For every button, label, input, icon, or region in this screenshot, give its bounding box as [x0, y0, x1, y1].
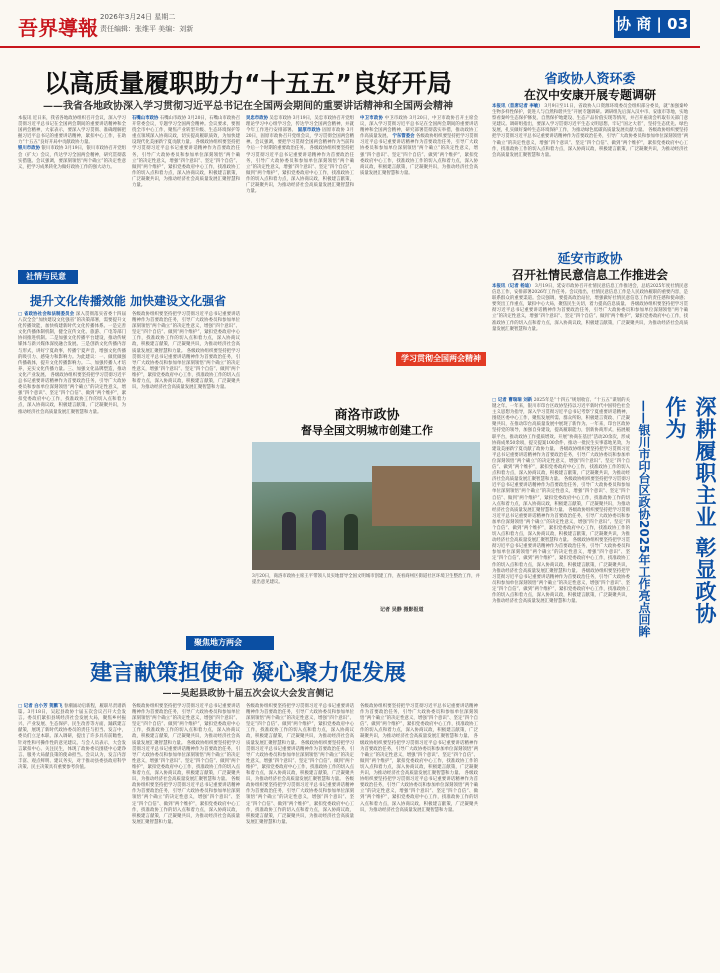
left-mid-body-col2: 各级政协组织要坚持把学习贯彻习近平总书记重要讲话精神作为首要政治任务，引导广大政协委员和参加单位深刻领悟“两个确立”的决定性意义，增强“四个意识”、坚定“四个自信”、做到“两个维护”，紧扣党委政府中心工作，找准政协工作的切入点和着力点，深入协商议政，积极建言献策，广泛凝聚共识，为推动经济社会高质量发展汇聚智慧和力量。 各级政协组织要坚持把学习贯彻习近平总书记重要讲话精神作为首要政治任务，引导广大政协委员和参加单位深刻领悟“两个确立”的决定性意义，增强“四个意识”、坚定“四个自信”、做到“两个维护”，紧扣党委政府中心工作，找准政协工作的切入点和着力点，深入协商议政，积极建言献策，广泛凝聚共识，为推动经济社会高质量发展汇聚智慧和力量。 [132, 312, 240, 391]
headline-subtitle: ——我省各地政协深入学习贯彻习近平总书记在全国两会期间的重要讲话精神和全国两会精神 [43, 101, 453, 112]
editor-line: 责任编辑：张维平 美编：刘新 [100, 25, 194, 33]
page-header [0, 0, 700, 48]
bottom-col3: 各级政协组织要坚持把学习贯彻习近平总书记重要讲话精神作为首要政治任务，引导广大政协委员和参加单位深刻领悟“两个确立”的决定性意义，增强“四个意识”、坚定“四个自信”、做到“两个维护”，紧扣党委政府中心工作，找准政协工作的切入点和着力点，深入协商议政，积极建言献策，广泛凝聚共识，为推动经济社会高质量发展汇聚智慧和力量。 各级政协组织要坚持把学习贯彻习近平总书记重要讲话精神作为首要政治任务，引导广大政协委员和参加单位深刻领悟“两个确立”的决定性意义，增强“四个意识”、坚定“四个自信”、做到“两个维护”，紧扣党委政府中心工作，找准政协工作的切入点和着力点，深入协商议政，积极建言献策，广泛凝聚共识，为推动经济社会高质量发展汇聚智慧和力量。 各级政协组织要坚持把学习贯彻习近平总书记重要讲话精神作为首要政治任务，引导广大政协委员和参加单位深刻领悟“两个确立”的决定性意义，增强“四个意识”、坚定“四个自信”、做到“两个维护”，紧扣党委政府中心工作，找准政协工作的切入点和着力点，深入协商议政，积极建言献策，广泛凝聚共识，为推动经济社会高质量发展汇聚智慧和力量。 [246, 704, 354, 825]
headline: 以高质量履职助力“十五五”良好开局 [44, 69, 452, 98]
bottom-col4: 各级政协组织要坚持把学习贯彻习近平总书记重要讲话精神作为首要政治任务，引导广大政协委员和参加单位深刻领悟“两个确立”的决定性意义，增强“四个意识”、坚定“四个自信”、做到“两个维护”，紧扣党委政府中心工作，找准政协工作的切入点和着力点，深入协商议政，积极建言献策，广泛凝聚共识，为推动经济社会高质量发展汇聚智慧和力量。 各级政协组织要坚持把学习贯彻习近平总书记重要讲话精神作为首要政治任务，引导广大政协委员和参加单位深刻领悟“两个确立”的决定性意义，增强“四个意识”、坚定“四个自信”、做到“两个维护”，紧扣党委政府中心工作，找准政协工作的切入点和着力点，深入协商议政，积极建言献策，广泛凝聚共识，为推动经济社会高质量发展汇聚智慧和力量。 各级政协组织要坚持把学习贯彻习近平总书记重要讲话精神作为首要政治任务，引导广大政协委员和参加单位深刻领悟“两个确立”的决定性意义，增强“四个意识”、坚定“四个自信”、做到“两个维护”，紧扣党委政府中心工作，找准政协工作的切入点和着力点，深入协商议政，积极建言献策，广泛凝聚共识，为推动经济社会高质量发展汇聚智慧和力量。 [360, 704, 478, 813]
right-mid-title1: 延安市政协 [557, 252, 623, 267]
issue-date: 2026年3月24日 星期二 [100, 13, 176, 21]
bottom-headline: 建言献策担使命 凝心聚力促发展 [90, 661, 406, 686]
news-photo [252, 442, 480, 570]
vertical-subtitle: ——银川市印台区政协2025年工作亮点回眸 [637, 400, 651, 638]
photo-building [372, 466, 472, 526]
photo-title1: 商洛市政协 [334, 408, 400, 423]
left-mid-body-col1: □ 省政协社会和法制委员会 深入贯彻落实省委十四届八次全会“加快建设文化强省”的决策部署，需要提升文化传播效能，加快构建新时代文化传播体系。一是完善文化传播体制机制，健全宣传文化、旅游、广电等部门协同推进机制。二是加强文化传播平台建设，推动传统媒体与新兴媒体深度融合发展。三是创新文化传播内容与形式，讲好宁夏故事，传播宁夏声音，增强文化传播的吸引力、感染力和影响力。为此建议：一、做优做强传播载体，提升文化传播影响力。二、加强传播人才培养，充实文化传播力量。三、加强文化品牌塑造，推动文化产业发展。 各级政协组织要坚持把学习贯彻习近平总书记重要讲话精神作为首要政治任务，引导广大政协委员和参加单位深刻领悟“两个确立”的决定性意义，增强“四个意识”、坚定“四个自信”、做到“两个维护”，紧扣党委政府中心工作，找准政协工作的切入点和着力点，深入协商议政，积极建言献策，广泛凝聚共识，为推动经济社会高质量发展汇聚智慧和力量。 [18, 312, 126, 415]
right-mid-body: 本报讯（记者 杨迪） 3月19日，延安市政协召开社情民意信息工作推进会，总结2025年度社情民意信息工作，安排部署2026年工作任务。会议指出，社情民意信息工作是人民政协履职的重要内容，是联系群众的重要渠道。会议强调，要提高政治站位，增强做好社情民意信息工作的责任感和使命感；要突出工作重点，紧扣中心大局，聚焦民生关切，着力提高信息质量。 各级政协组织要坚持把学习贯彻习近平总书记重要讲话精神作为首要政治任务，引导广大政协委员和参加单位深刻领悟“两个确立”的决定性意义，增强“四个意识”、坚定“四个自信”、做到“两个维护”，紧扣党委政府中心工作，找准政协工作的切入点和着力点，深入协商议政，积极建言献策，广泛凝聚共识，为推动经济社会高质量发展汇聚智慧和力量。 [492, 284, 688, 332]
right-top-title2: 在汉中安康开展专题调研 [523, 88, 656, 102]
main-article-col4: 中卫市政协 中卫市政协 3月20日，中卫市政协召开主席会议，深入学习贯彻习近平总书记在全国两会期间的重要讲话精神和全国两会精神，研究部署贯彻落实举措，推动政协工作高质量发展。 宁东管委会 各级政协组织要坚持把学习贯彻习近平总书记重要讲话精神作为首要政治任务，引导广大政协委员和参加单位深刻领悟“两个确立”的决定性意义，增强“四个意识”、坚定“四个自信”、做到“两个维护”，紧扣党委政府中心工作，找准政协工作的切入点和着力点，深入协商议政，积极建言献策，广泛凝聚共识，为推动经济社会高质量发展汇聚智慧和力量。 [360, 116, 478, 176]
bottom-col1: □ 记者 白小芳 贺鹏飞 春潮涌动启新程，履职尽责谱新篇。3月18日，吴起县政协十届五次会议召开大会发言。委员们紧扣县域经济社会发展大局，聚焦乡村振兴、产业发展、生态保护、民生改善等方面，踊跃建言献策，展现了新时代政协委员的责任与担当。发言中，委员们立足本职、深入调研，提出了许多具有前瞻性、针对性和可操作性的意见建议。与会人员表示，大会发言紧扣中心、关注民生，体现了政协委员围绕中心建诤言、服务大局献良策的使命担当。会议认为，发言内容丰富、观点鲜明、建议务实，对于推动县委县政府科学决策、民主决策具有重要参考价值。 [18, 704, 126, 770]
column-tag: 社情与民意 [18, 270, 78, 284]
photo-person [282, 512, 296, 552]
photo-ground [252, 550, 480, 570]
newspaper-logo: 吾界導報 [18, 16, 98, 40]
right-top-title1: 省政协人资环委 [544, 72, 636, 87]
main-article-col1: 本报讯 近日来，我省各地政协组织召开会议，深入学习贯彻习近平总书记在全国两会期间的重要讲话精神和全国两会精神，大家表示，要深入学习贯彻、准确理解把握习近平总书记的重要讲话精神，紧扣中心工作，在助力“十五五”良好开局中贡献政协力量。 银川市政协 银川市政协 3月19日，银川市政协召开党组会（扩大）会议，传达学习全国两会精神，研究贯彻落实措施。会议强调，要深刻领悟“两个确立”的决定性意义，把学习成果转化为做好政协工作的强大动力。 [18, 116, 126, 170]
photo-person [344, 514, 358, 552]
bottom-tag: 聚焦地方两会 [186, 636, 274, 650]
vertical-title: 深耕履职主业 彰显政协作为 [663, 396, 717, 625]
right-bottom-body: □ 记者 曹瑞瑞 刘新 2025年是“十四五”规划收官、“十五五”谋划的关键之年。一年来，银川市印台区政协坚持以习近平新时代中国特色社会主义思想为指导，深入学习贯彻习近平总书记考察宁夏重要讲话精神，围绕区委中心工作，聚焦发展所需、群众所盼，积极建言资政、广泛凝聚共识，在推动印台高质量发展中展现了新作为。一年来，印台区政协坚持党的领导，加强自身建设，提高履职能力，创新协商形式，拓展履职平台，推动政协工作提质增效。开展“协商在基层”活动20余次，形成协商成果50余项，提交提案100余件，推动一批民生实事落地见效，为建设美丽新宁夏贡献了政协力量。 各级政协组织要坚持把学习贯彻习近平总书记重要讲话精神作为首要政治任务，引导广大政协委员和参加单位深刻领悟“两个确立”的决定性意义，增强“四个意识”、坚定“四个自信”、做到“两个维护”，紧扣党委政府中心工作，找准政协工作的切入点和着力点，深入协商议政，积极建言献策，广泛凝聚共识，为推动经济社会高质量发展汇聚智慧和力量。 各级政协组织要坚持把学习贯彻习近平总书记重要讲话精神作为首要政治任务，引导广大政协委员和参加单位深刻领悟“两个确立”的决定性意义，增强“四个意识”、坚定“四个自信”、做到“两个维护”，紧扣党委政府中心工作，找准政协工作的切入点和着力点，深入协商议政，积极建言献策，广泛凝聚共识，为推动经济社会高质量发展汇聚智慧和力量。 各级政协组织要坚持把学习贯彻习近平总书记重要讲话精神作为首要政治任务，引导广大政协委员和参加单位深刻领悟“两个确立”的决定性意义，增强“四个意识”、坚定“四个自信”、做到“两个维护”，紧扣党委政府中心工作，找准政协工作的切入点和着力点，深入协商议政，积极建言献策，广泛凝聚共识，为推动经济社会高质量发展汇聚智慧和力量。 各级政协组织要坚持把学习贯彻习近平总书记重要讲话精神作为首要政治任务，引导广大政协委员和参加单位深刻领悟“两个确立”的决定性意义，增强“四个意识”、坚定“四个自信”、做到“两个维护”，紧扣党委政府中心工作，找准政协工作的切入点和着力点，深入协商议政，积极建言献策，广泛凝聚共识，为推动经济社会高质量发展汇聚智慧和力量。 各级政协组织要坚持把学习贯彻习近平总书记重要讲话精神作为首要政治任务，引导广大政协委员和参加单位深刻领悟“两个确立”的决定性意义，增强“四个意识”、坚定“四个自信”、做到“两个维护”，紧扣党委政府中心工作，找准政协工作的切入点和着力点，深入协商议政，积极建言献策，广泛凝聚共识，为推动经济社会高质量发展汇聚智慧和力量。 [492, 398, 630, 605]
right-top-body: 本报讯（首席记者 李敏） 3月9日至11日，省政协人口资源环境委员会组织部分委员，就“加强秦岭生物多样性保护，促进人与自然和谐共生”开展专题调研。调研组先后深入汉中市、安康市等地，实地察看秦岭生态保护修复、自然保护地建设、生态产品价值实现等情况，并召开座谈会听取有关部门意见建议。调研组指出，要深入学习贯彻习近平生态文明思想，牢记“国之大者”，坚持生态优先、绿色发展，扎实做好秦岭生态环境保护工作，为推动绿色低碳高质量发展贡献力量。 各级政协组织要坚持把学习贯彻习近平总书记重要讲话精神作为首要政治任务，引导广大政协委员和参加单位深刻领悟“两个确立”的决定性意义，增强“四个意识”、坚定“四个自信”、做到“两个维护”，紧扣党委政府中心工作，找准政协工作的切入点和着力点，深入协商议政，积极建言献策，广泛凝聚共识，为推动经济社会高质量发展汇聚智慧和力量。 [492, 104, 689, 158]
photo-credit: 记者 吴静 摄影报道 [380, 607, 424, 613]
left-mid-title: 提升文化传播效能 加快建设文化强省 [29, 294, 227, 308]
main-article-col3: 吴忠市政协 吴忠市政协 3月19日，吴忠市政协召开党组理论学习中心组学习会，传达学习全国两会精神，并就今年工作进行安排部署。 固原市政协 固原市政协 3月20日，固原市政协召开党组会议，学习贯彻全国两会精神。会议强调，要把学习贯彻全国两会精神作为当前和今后一个时期的重要政治任务。 各级政协组织要坚持把学习贯彻习近平总书记重要讲话精神作为首要政治任务，引导广大政协委员和参加单位深刻领悟“两个确立”的决定性意义，增强“四个意识”、坚定“四个自信”、做到“两个维护”，紧扣党委政府中心工作，找准政协工作的切入点和着力点，深入协商议政，积极建言献策，广泛凝聚共识，为推动经济社会高质量发展汇聚智慧和力量。 [246, 116, 354, 195]
photo-person [312, 510, 326, 552]
bottom-subtitle: ——吴起县政协十届五次会议大会发言侧记 [162, 689, 334, 699]
photo-title2: 督导全国文明城市创建工作 [301, 424, 433, 437]
main-article-col2: 石嘴山市政协 石嘴山市政协 3月20日，石嘴山市政协召开常委会议，专题学习全国两会精神。会议要求，要围绕全市中心工作，聚焦产业转型升级、生态环境保护等重点领域深入协商议政，切实提高履职质效，为加快建设现代化美丽新宁夏贡献力量。 各级政协组织要坚持把学习贯彻习近平总书记重要讲话精神作为首要政治任务，引导广大政协委员和参加单位深刻领悟“两个确立”的决定性意义，增强“四个意识”、坚定“四个自信”、做到“两个维护”，紧扣党委政府中心工作，找准政协工作的切入点和着力点，深入协商议政，积极建言献策，广泛凝聚共识，为推动经济社会高质量发展汇聚智慧和力量。 [132, 116, 240, 189]
photo-caption: 3月20日，商洛市政协主席王平带领人员实地督导全国文明城市创建工作，查看商州区街道社区环境卫生整治工作，并提出意见建议。 [252, 574, 480, 586]
bottom-col2: 各级政协组织要坚持把学习贯彻习近平总书记重要讲话精神作为首要政治任务，引导广大政协委员和参加单位深刻领悟“两个确立”的决定性意义，增强“四个意识”、坚定“四个自信”、做到“两个维护”，紧扣党委政府中心工作，找准政协工作的切入点和着力点，深入协商议政，积极建言献策，广泛凝聚共识，为推动经济社会高质量发展汇聚智慧和力量。 各级政协组织要坚持把学习贯彻习近平总书记重要讲话精神作为首要政治任务，引导广大政协委员和参加单位深刻领悟“两个确立”的决定性意义，增强“四个意识”、坚定“四个自信”、做到“两个维护”，紧扣党委政府中心工作，找准政协工作的切入点和着力点，深入协商议政，积极建言献策，广泛凝聚共识，为推动经济社会高质量发展汇聚智慧和力量。 各级政协组织要坚持把学习贯彻习近平总书记重要讲话精神作为首要政治任务，引导广大政协委员和参加单位深刻领悟“两个确立”的决定性意义，增强“四个意识”、坚定“四个自信”、做到“两个维护”，紧扣党委政府中心工作，找准政协工作的切入点和着力点，深入协商议政，积极建言献策，广泛凝聚共识，为推动经济社会高质量发展汇聚智慧和力量。 [132, 704, 240, 825]
topic-banner: 学习贯彻全国两会精神 [396, 352, 486, 366]
section-badge: 协 商 | 03 [614, 10, 690, 38]
right-mid-title2: 召开社情民意信息工作推进会 [511, 268, 668, 282]
